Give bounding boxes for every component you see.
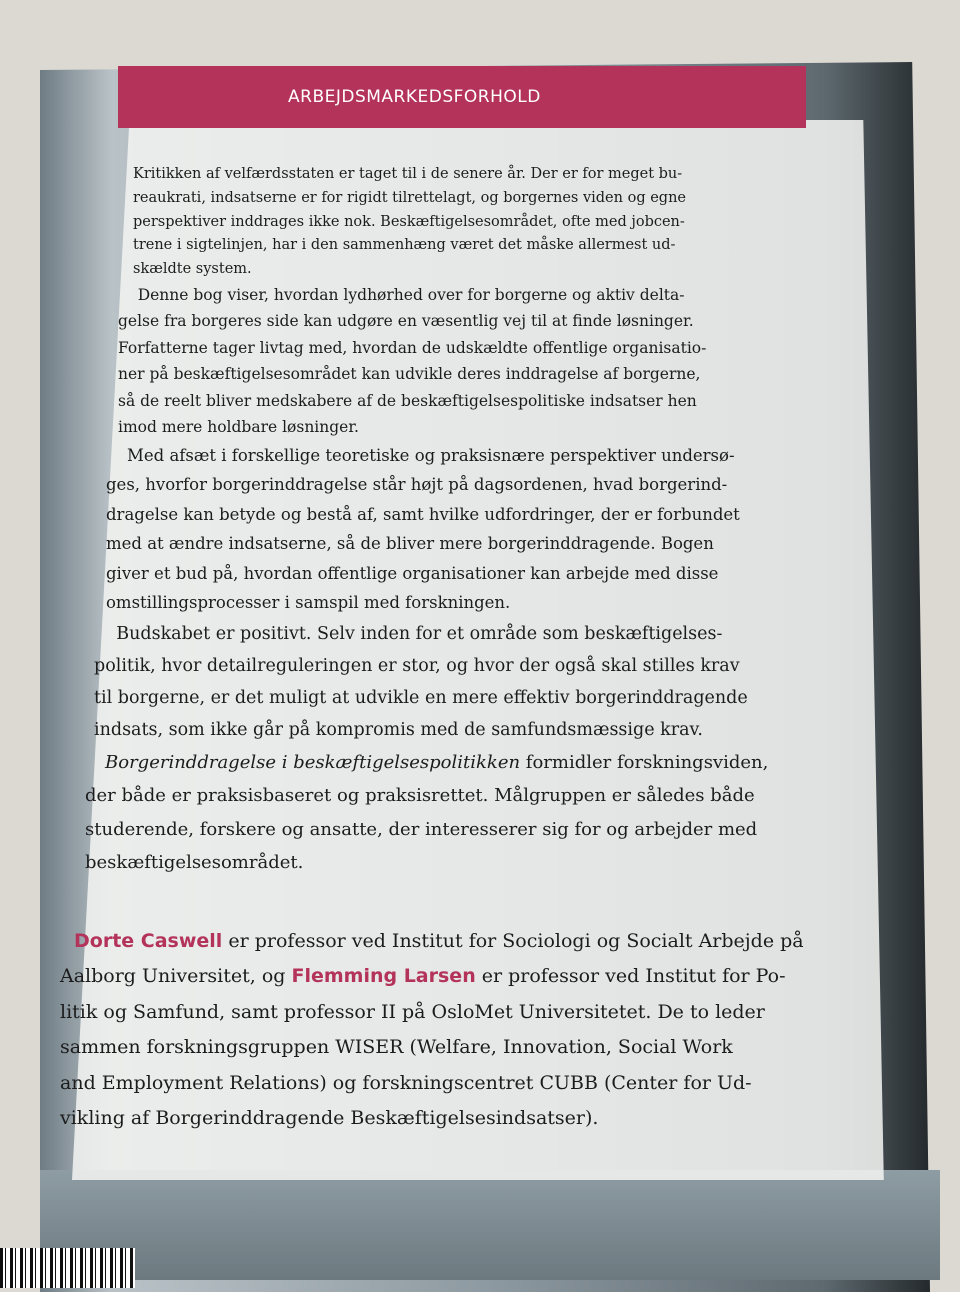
book-title: Borgerinddragelse i beskæftigelsespolitikken <box>105 751 521 773</box>
series-header <box>118 66 806 128</box>
street-photo <box>40 1170 940 1280</box>
paragraph-3 <box>106 441 960 618</box>
barcode <box>0 1248 135 1288</box>
text-line: ges, hvorfor borgerinddragelse står højt på dagsordenen, hvad borgerind- <box>106 475 728 495</box>
text-line: Kritikken af velfærdsstaten er taget til i de senere år. Der er for meget bu- <box>133 166 683 182</box>
text-line <box>85 746 960 780</box>
text-line: litik og Samfund, samt professor II på OsloMet Universitetet. De to leder <box>60 1000 765 1023</box>
text-run: er professor ved Institut for Po- <box>475 965 786 988</box>
text-line: dragelse kan betyde og bestå af, samt hvilke udfordringer, der er forbundet <box>106 504 740 524</box>
text-line: gelse fra borgeres side kan udgøre en væsentlig vej til at finde løsninger. <box>118 312 694 331</box>
text-line: sammen forskningsgruppen WISER (Welfare, Innovation, Social Work <box>60 1036 733 1059</box>
text-line: indsats, som ikke går på kompromis med de samfundsmæssige krav. <box>94 719 703 740</box>
text-line: ner på beskæftigelsesområdet kan udvikle deres inddragelse af borgerne, <box>118 365 701 384</box>
text-line <box>60 959 960 995</box>
paragraph-2 <box>118 282 960 441</box>
text-line: så de reelt bliver medskabere af de beskæftigelsespolitiske indsatser hen <box>118 391 697 410</box>
text-line: Denne bog viser, hvordan lydhørhed over for borgerne og aktiv delta- <box>118 285 685 304</box>
text-line: med at ændre indsatserne, så de bliver mere borgerinddragende. Bogen <box>106 534 714 554</box>
text-line: giver et bud på, hvordan offentlige organisationer kan arbejde med disse <box>106 563 719 583</box>
text-line: trene i sigtelinjen, har i den sammenhæng været det måske allermest ud- <box>133 237 676 254</box>
text-line: skældte system. <box>133 261 252 278</box>
text-run: Aalborg Universitet, og <box>60 965 292 988</box>
text-line: perspektiver inddrages ikke nok. Beskæftigelsesområdet, ofte med jobcen- <box>133 213 685 230</box>
series-title: ARBEJDSMARKEDSFORHOLD <box>288 87 541 107</box>
text-line <box>60 924 960 960</box>
text-run: formidler forskningsviden, <box>520 751 769 773</box>
cover-text <box>0 163 960 1137</box>
author-name: Dorte Caswell <box>74 929 223 952</box>
text-line: Forfatterne tager livtag med, hvordan de udskældte offentlige organisatio- <box>118 338 707 357</box>
text-line: Budskabet er positivt. Selv inden for et område som beskæftigelses- <box>94 623 723 644</box>
text-line: der både er praksisbaseret og praksisrettet. Målgruppen er således både <box>85 785 755 807</box>
author-name: Flemming Larsen <box>291 965 476 988</box>
text-line: imod mere holdbare løsninger. <box>118 418 359 437</box>
text-line: politik, hvor detailreguleringen er stor, og hvor der også skal stilles krav <box>94 655 740 676</box>
text-line: beskæftigelsesområdet. <box>85 852 304 874</box>
paragraph-1 <box>133 163 960 282</box>
text-line: studerende, forskere og ansatte, der interesserer sig for og arbejder med <box>85 818 758 840</box>
author-bio <box>60 924 960 1137</box>
paragraph-4 <box>94 618 960 746</box>
paragraph-5 <box>85 746 960 880</box>
text-line: and Employment Relations) og forskningscentret CUBB (Center for Ud- <box>60 1071 752 1094</box>
text-line: vikling af Borgerinddragende Beskæftigelsesindsatser). <box>60 1107 599 1130</box>
text-line: reaukrati, indsatserne er for rigidt tilrettelagt, og borgernes viden og egne <box>133 189 686 206</box>
text-run: er professor ved Institut for Sociologi og Socialt Arbejde på <box>222 929 804 952</box>
text-line: Med afsæt i forskellige teoretiske og praksisnære perspektiver undersø- <box>106 445 735 465</box>
text-line: til borgerne, er det muligt at udvikle en mere effektiv borgerinddragende <box>94 687 748 708</box>
text-line: omstillingsprocesser i samspil med forskningen. <box>106 593 511 613</box>
